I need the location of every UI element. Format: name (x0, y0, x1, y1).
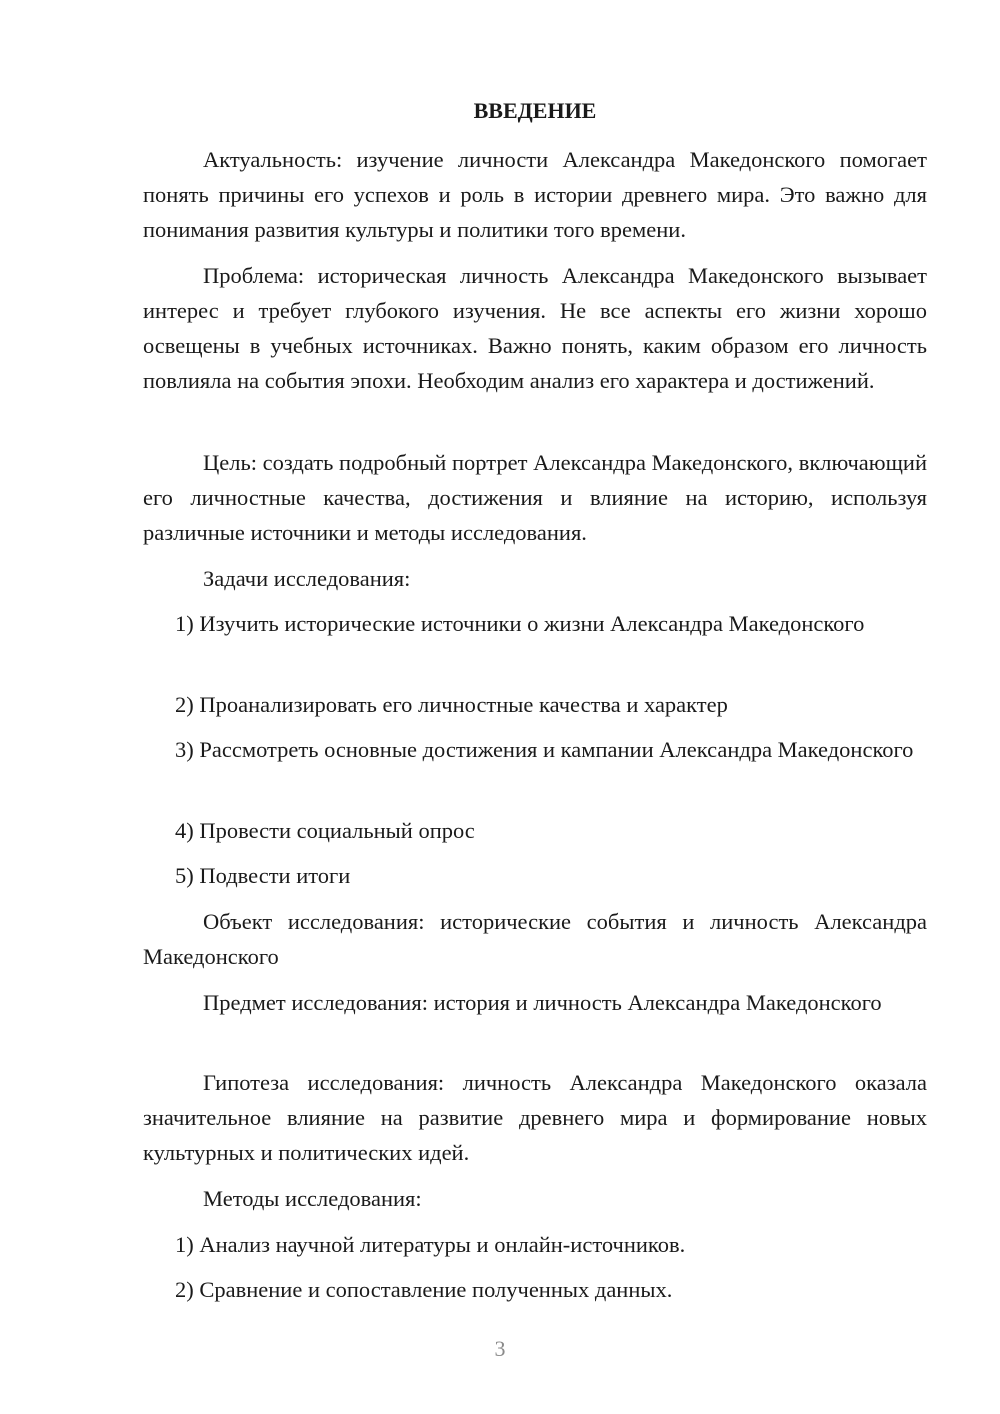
task-item-3: 3) Рассмотреть основные достижения и кампании Александра Македонского (175, 737, 914, 762)
task-item-5: 5) Подвести итоги (175, 863, 351, 888)
task-item-2: 2) Проанализировать его личностные качества и характер (175, 692, 728, 717)
paragraph-object: Объект исследования: исторические события и личность Александра Македонского (143, 909, 927, 969)
paragraph-problem: Проблема: историческая личность Александра Македонского вызывает интерес и требует глубокого изучения. Не все аспекты его жизни хорошо освещены в учебных источниках. Важно понять, каким образом его личность повлияла на события эпохи. Необходим анализ его характера и достижений. (143, 263, 927, 393)
method-item-2: 2) Сравнение и сопоставление полученных данных. (175, 1277, 673, 1302)
page-number: 3 (494, 1336, 506, 1361)
task-item-1: 1) Изучить исторические источники о жизни Александра Македонского (175, 611, 865, 636)
task-item-4: 4) Провести социальный опрос (175, 818, 475, 843)
paragraph-subject: Предмет исследования: история и личность Александра Македонского (203, 990, 882, 1015)
paragraph-tasks-heading: Задачи исследования: (203, 566, 411, 591)
paragraph-methods-heading: Методы исследования: (203, 1186, 422, 1211)
section-title: ВВЕДЕНИЕ (473, 98, 597, 123)
paragraph-hypothesis: Гипотеза исследования: личность Александра Македонского оказала значительное влияние на развитие древнего мира и формирование новых культурных и политических идей. (143, 1070, 927, 1165)
paragraph-relevance: Актуальность: изучение личности Александра Македонского помогает понять причины его успехов и роль в истории древнего мира. Это важно для понимания развития культуры и политики того времени. (143, 147, 927, 242)
paragraph-goal: Цель: создать подробный портрет Александра Македонского, включающий его личностные качества, достижения и влияние на историю, используя различные источники и методы исследования. (143, 450, 927, 545)
method-item-1: 1) Анализ научной литературы и онлайн-источников. (175, 1232, 686, 1257)
